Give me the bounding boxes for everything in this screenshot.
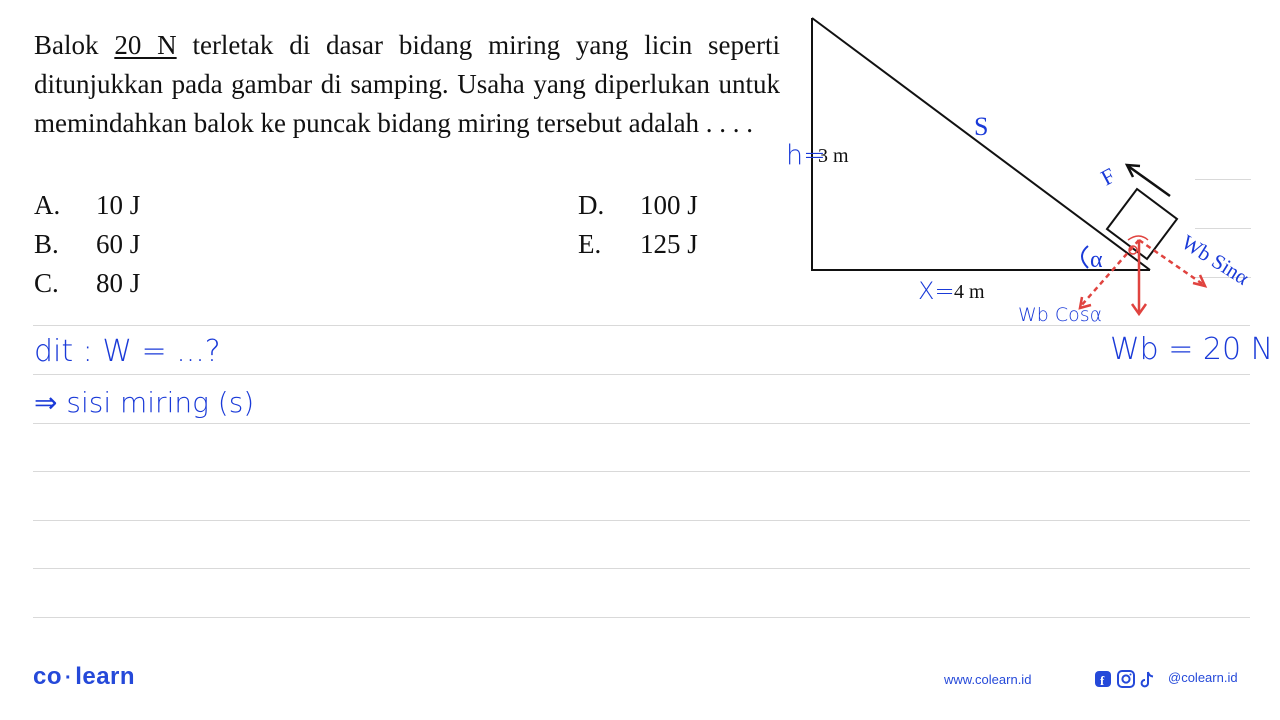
question-weight: 20 N xyxy=(114,30,177,60)
option-letter: C. xyxy=(34,268,59,298)
instagram-icon[interactable] xyxy=(1118,671,1134,687)
website-link[interactable]: www.colearn.id xyxy=(944,672,1032,687)
base-label: 4 m xyxy=(954,281,985,303)
wb-sin-label: Wb Sinα xyxy=(1177,229,1254,290)
facebook-icon[interactable] xyxy=(1095,671,1111,688)
logo-dot: · xyxy=(65,667,73,689)
question-part-2: terletak di dasar bidang miring yang licin seperti ditunjukkan pada gambar di samping. Usaha yang diperlukan untuk memindahkan balok ke puncak bidang miring tersebut adalah . . . . xyxy=(34,30,781,138)
social-icons xyxy=(1094,669,1164,691)
social-handle[interactable]: @colearn.id xyxy=(1168,670,1238,685)
block xyxy=(1107,189,1177,259)
option-letter: A. xyxy=(34,190,61,220)
option-letter: B. xyxy=(34,229,59,259)
incline-hypotenuse xyxy=(812,18,1150,270)
force-label: F xyxy=(1096,162,1120,191)
option-value: 125 J xyxy=(640,229,698,259)
question-part-1: Balok xyxy=(34,30,115,60)
option-letter: E. xyxy=(578,229,602,259)
option-value: 60 J xyxy=(96,229,141,259)
option-value: 80 J xyxy=(96,268,141,298)
hypotenuse-label: S xyxy=(974,112,989,141)
alpha-label: α xyxy=(1090,247,1103,273)
step-hypotenuse: ⇒ sisi miring (s) xyxy=(34,386,255,419)
height-label: 3 m xyxy=(818,145,849,167)
logo-learn: learn xyxy=(75,663,136,690)
wb-value: Wb = 20 N xyxy=(1110,332,1274,367)
colearn-logo[interactable] xyxy=(33,663,135,691)
h-prefix: h= xyxy=(786,140,826,171)
option-value: 100 J xyxy=(640,190,698,220)
option-letter: D. xyxy=(578,190,605,220)
svg-text:f: f xyxy=(1100,673,1105,688)
x-prefix: X= xyxy=(918,277,955,305)
tiktok-icon[interactable] xyxy=(1142,672,1153,686)
logo-co: co xyxy=(33,663,63,690)
angle-arc xyxy=(1082,246,1088,268)
weight-cos-component xyxy=(1080,240,1139,307)
wb-cos-label: Wb Cosα xyxy=(1018,304,1103,326)
option-value: 10 J xyxy=(96,190,141,220)
asked-quantity: dit : W = ...? xyxy=(34,334,221,369)
